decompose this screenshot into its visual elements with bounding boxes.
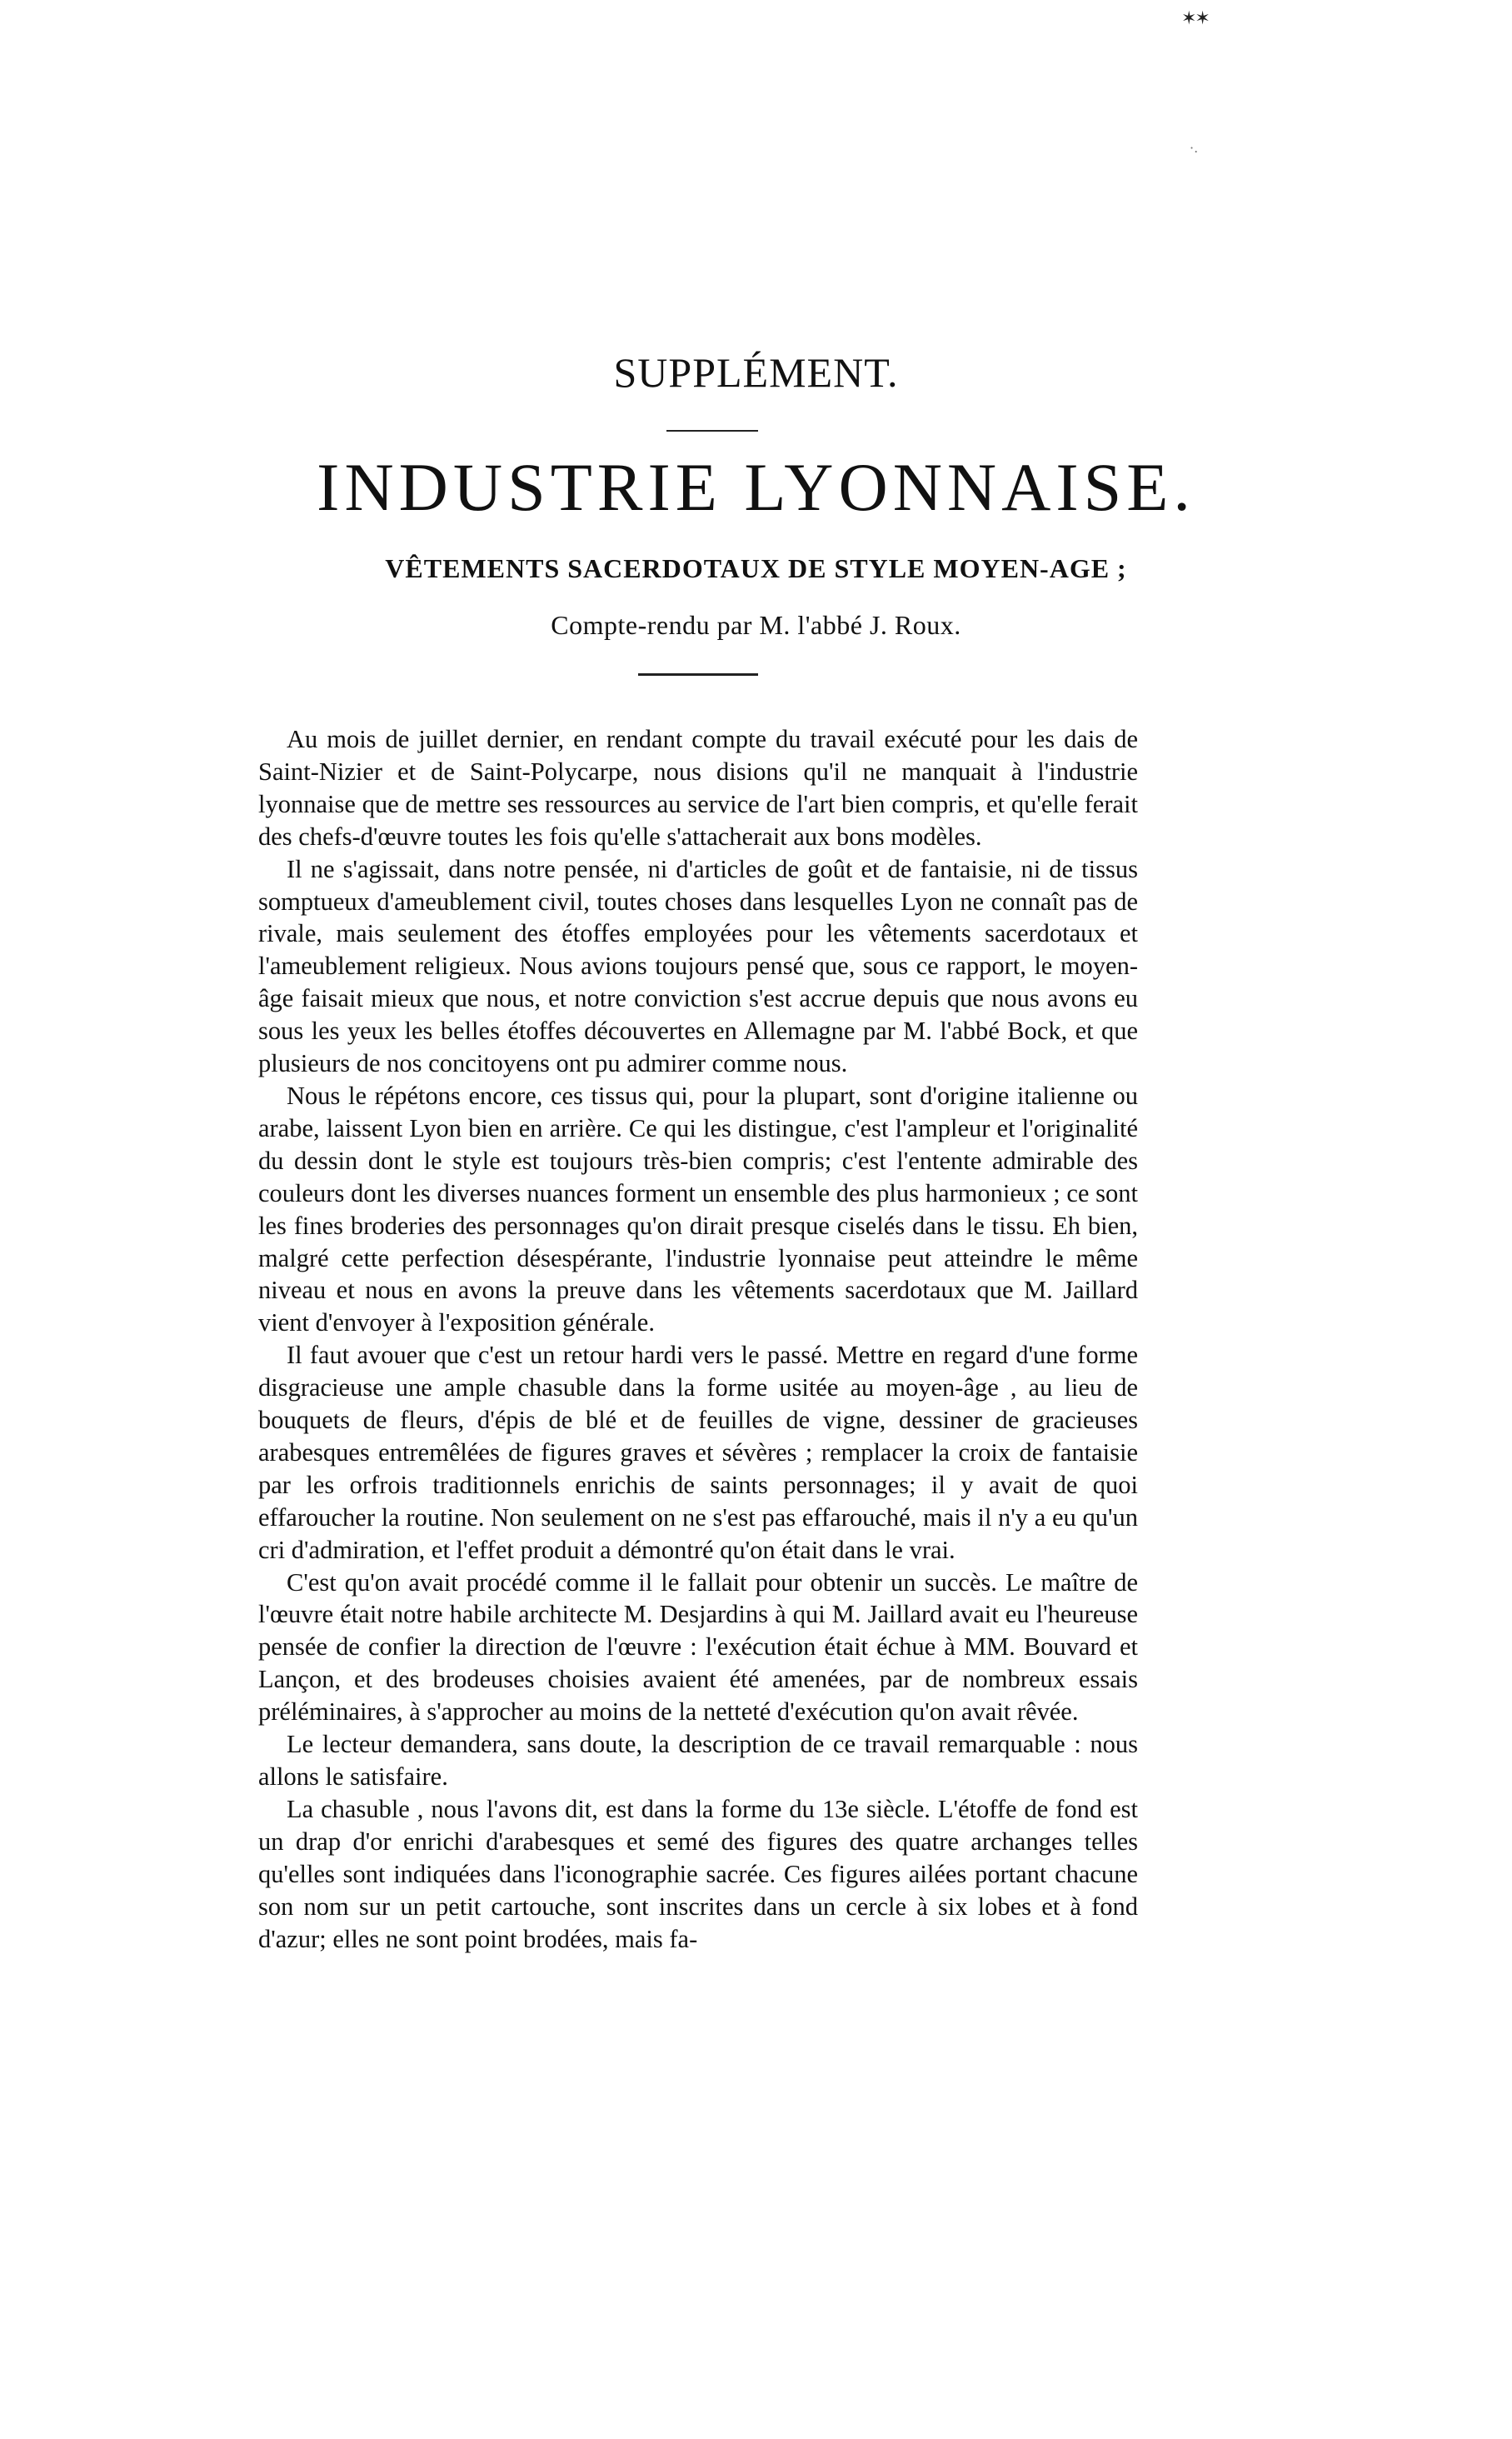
divider-rule xyxy=(666,430,758,432)
paragraph: Nous le répétons encore, ces tissus qui, pour la plupart, sont d'origine italienne ou arabe, laissent Lyon bien en arrière. Ce qui les distingue, c'est l'ampleur et l'originalité du dessin dont le style est toujours très-bien compris; c'est l'entente admirable des couleurs dont les diverses nuances forment un ensemble des plus harmonieux ; ce sont les fines broderies des personnages qu'on dirait presque ciselés dans le tissu. Eh bien, malgré cette perfection désespérante, l'industrie lyonnaise peut atteindre le même niveau et nous en avons la preuve dans les vêtements sacerdotaux que M. Jaillard vient d'envoyer à l'exposition générale. xyxy=(258,1081,1138,1337)
paragraph: Il ne s'agissait, dans notre pensée, ni d'articles de goût et de fantaisie, ni de tissus somptueux d'ameublement civil, toutes choses dans lesquelles Lyon ne connaît pas de rivale, mais seulement des étoffes employées pour les vêtements sacerdotaux et l'ameublement religieux. Nous avions toujours pensé que, sous ce rapport, le moyen-âge faisait mieux que nous, et notre conviction s'est accrue depuis que nous avons eu sous les yeux les belles étoffes découvertes en Allemagne par M. l'abbé Bock, et que plusieurs de nos concitoyens ont pu admirer comme nous. xyxy=(258,854,1138,1078)
paragraph: Le lecteur demandera, sans doute, la description de ce travail remarquable : nous allons le satisfaire. xyxy=(258,1730,1138,1791)
paragraph: La chasuble , nous l'avons dit, est dans la forme du 13e siècle. L'étoffe de fond est un drap d'or enrichi d'arabesques et semé des figures des quatre archanges telles qu'elles sont indiquées dans l'iconographie sacrée. Ces figures ailées portant chacune son nom sur un petit cartouche, sont inscrites dans un cercle à six lobes et à fond d'azur; elles ne sont point brodées, mais fa- xyxy=(258,1794,1138,1953)
article-body xyxy=(258,723,1138,1955)
section-heading: SUPPLÉMENT. xyxy=(613,349,899,396)
article-byline: Compte-rendu par M. l'abbé J. Roux. xyxy=(551,610,961,640)
ink-mark-icon: ✶✶ xyxy=(1181,8,1209,29)
page-title: INDUSTRIE LYONNAISE. xyxy=(317,449,1195,525)
article-subtitle: VÊTEMENTS SACERDOTAUX DE STYLE MOYEN-AGE ; xyxy=(385,553,1127,583)
paragraph: Il faut avouer que c'est un retour hardi vers le passé. Mettre en regard d'une forme disgracieuse une ample chasuble dans la forme usitée au moyen-âge , au lieu de bouquets de fleurs, d'épis de blé et de feuilles de vigne, dessiner de gracieuses arabesques entremêlées de figures graves et sévères ; remplacer la croix de fantaisie par les orfrois traditionnels enrichis de saints personnages; il y avait de quoi effaroucher la routine. Non seulement on ne s'est pas effarouché, mais il n'y a eu qu'un cri d'admiration, et l'effet produit a démontré qu'on était dans le vrai. xyxy=(258,1341,1138,1564)
paragraph: C'est qu'on avait procédé comme il le fallait pour obtenir un succès. Le maître de l'œuvre était notre habile architecte M. Desjardins à qui M. Jaillard avait eu l'heureuse pensée de confier la direction de l'œuvre : l'exécution était échue à MM. Bouvard et Lançon, et des brodeuses choisies avaient été amenées, par de nombreux essais préléminaires, à s'approcher au moins de la netteté d'exécution qu'on avait rêvée. xyxy=(258,1567,1138,1727)
paragraph: Au mois de juillet dernier, en rendant compte du travail exécuté pour les dais de Saint-Nizier et de Saint-Polycarpe, nous disions qu'il ne manquait à l'industrie lyonnaise que de mettre ses ressources au service de l'art bien compris, et qu'elle ferait des chefs-d'œuvre toutes les fois qu'elle s'attacherait aux bons modèles. xyxy=(258,725,1138,851)
divider-rule xyxy=(638,673,758,676)
ink-speck-icon: ·. xyxy=(1190,140,1199,156)
